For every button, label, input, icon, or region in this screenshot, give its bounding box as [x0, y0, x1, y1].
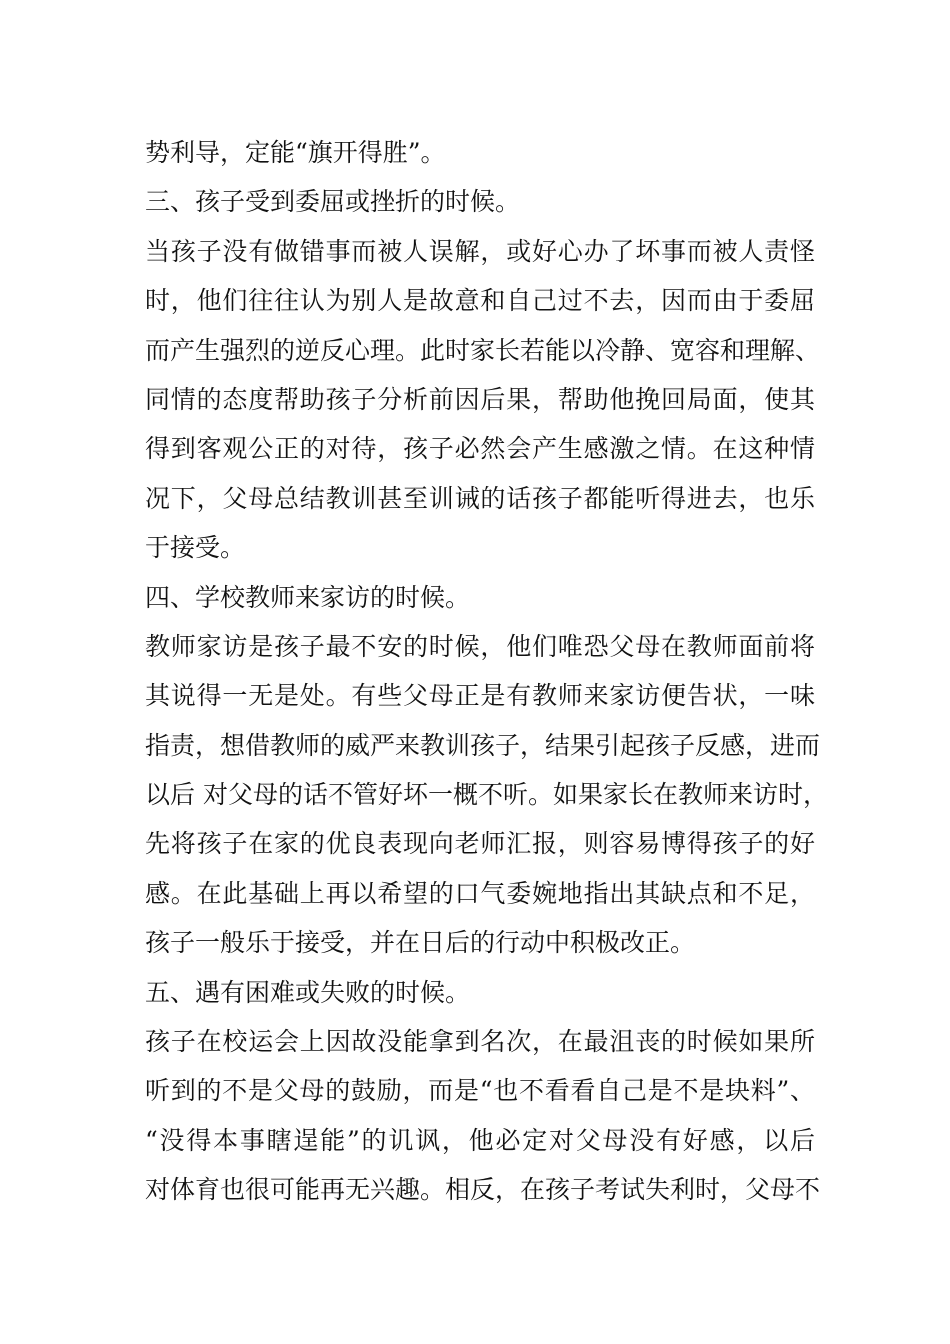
text-line: 其说得一无是处。有些父母正是有教师来家访便告状，一味 — [145, 681, 815, 711]
text-line: 当孩子没有做错事而被人误解，或好心办了坏事而被人责怪 — [145, 236, 815, 266]
text-line: 势利导，定能“旗开得胜”。 — [145, 138, 446, 167]
text-line: 孩子在校运会上因故没能拿到名次，在最沮丧的时候如果所 — [145, 1027, 815, 1057]
text-line: 于接受。 — [145, 533, 246, 563]
text-line: 教师家访是孩子最不安的时候，他们唯恐父母在教师面前将 — [145, 631, 815, 661]
text-line: “没得本事瞎逞能”的讥讽，他必定对父母没有好感，以后 — [145, 1125, 815, 1155]
text-line: 同情的态度帮助孩子分析前因后果，帮助他挽回局面，使其 — [145, 384, 815, 414]
text-line: 以后 对父母的话不管好坏一概不听。如果家长在教师来访时， — [145, 780, 828, 810]
text-line: 得到客观公正的对待，孩子必然会产生感激之情。在这种情 — [145, 434, 815, 464]
section-heading-3: 三、孩子受到委屈或挫折的时候。 — [145, 187, 521, 217]
text-line: 而产生强烈的逆反心理。此时家长若能以冷静、宽容和理解、 — [145, 335, 821, 365]
text-line: 先将孩子在家的优良表现向老师汇报，则容易博得孩子的好 — [145, 829, 815, 859]
text-line: 感。在此基础上再以希望的口气委婉地指出其缺点和不足， — [145, 878, 815, 908]
text-line: 孩子一般乐于接受，并在日后的行动中积极改正。 — [145, 928, 696, 958]
text-line: 指责，想借教师的威严来教训孩子，结果引起孩子反感，进而 — [145, 730, 821, 760]
section-heading-5: 五、遇有困难或失败的时候。 — [145, 977, 471, 1007]
text-line: 时，他们往往认为别人是故意和自己过不去，因而由于委屈 — [145, 286, 815, 316]
body-text — [145, 128, 828, 1215]
section-heading-4: 四、学校教师来家访的时候。 — [145, 582, 471, 612]
text-line: 听到的不是父母的鼓励，而是“也不看看自己是不是块料”、 — [145, 1076, 815, 1106]
text-line: 况下，父母总结教训甚至训诫的话孩子都能听得进去，也乐 — [145, 483, 815, 513]
text-line: 对体育也很可能再无兴趣。相反，在孩子考试失利时，父母不 — [145, 1175, 821, 1205]
